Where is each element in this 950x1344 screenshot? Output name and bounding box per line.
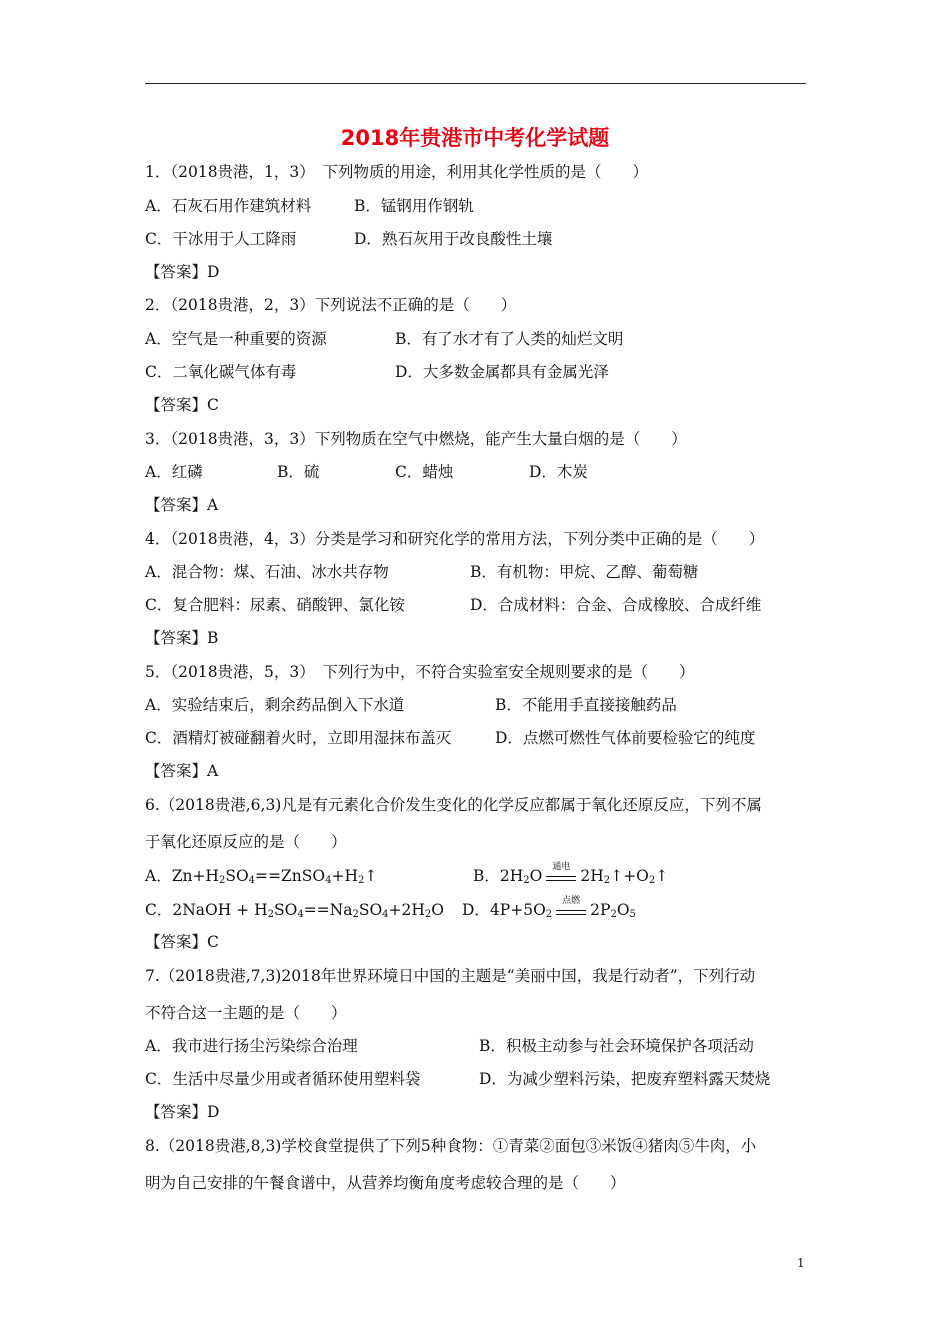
q3-answer: 【答案】A: [145, 496, 219, 514]
q1-options-row2: [145, 229, 806, 249]
page-title: 2018年贵港市中考化学试题: [340, 126, 610, 150]
q1-option-b: B．锰钢用作钢轨: [354, 197, 474, 215]
q3-option-a: A．红磷: [145, 463, 203, 481]
q4-option-a: A．混合物：煤、石油、冰水共存物: [145, 563, 389, 581]
q5-stem: 5．（2018贵港，5，3） 下列行为中，不符合实验室安全规则要求的是（ ）: [145, 663, 695, 681]
q4-answer: 【答案】B: [145, 629, 219, 647]
q2-option-c: C．二氧化碳气体有毒: [145, 363, 297, 381]
q7-option-a: A．我市进行扬尘污染综合治理: [145, 1037, 358, 1055]
q2-option-d: D．大多数金属都具有金属光泽: [395, 363, 609, 381]
q6-b-condition: 通电: [546, 866, 576, 881]
q7-options-row1: [145, 1036, 806, 1056]
q4-options-row1: [145, 562, 806, 582]
q7-option-b: B．积极主动参与社会环境保护各项活动: [479, 1037, 754, 1055]
q6-options-row1: [145, 862, 806, 891]
q6-d-condition: 点燃: [556, 900, 586, 915]
q5-option-c: C．酒精灯被碰翻着火时，立即用湿抹布盖灭: [145, 729, 452, 747]
q2-options-row2: [145, 362, 806, 382]
q5-option-b: B．不能用手直接接触药品: [495, 696, 677, 714]
q6-answer: 【答案】C: [145, 933, 219, 951]
q5-option-d: D．点燃可燃性气体前要检验它的纯度: [495, 729, 756, 747]
q6-option-d: D．$4P+5O_2$ 点燃 $2P_2O_5$: [462, 896, 636, 920]
q8-stem-line1: 8.（2018贵港,8,3)学校食堂提供了下列5种食物：①青菜②面包③米饭④猪肉⑤牛肉，小: [145, 1137, 757, 1155]
q1-answer: 【答案】D: [145, 263, 220, 281]
q7-option-c: C．生活中尽量少用或者循环使用塑料袋: [145, 1070, 421, 1088]
q6-stem-line2: 于氧化还原反应的是（ ）: [145, 833, 347, 851]
q7-stem-line1: 7.（2018贵港,7,3)2018年世界环境日中国的主题是“美丽中国，我是行动者”，下列行动: [145, 967, 756, 985]
q2-options-row1: [145, 329, 806, 349]
q3-stem: 3．（2018贵港，3，3）下列物质在空气中燃烧，能产生大量白烟的是（ ）: [145, 430, 687, 448]
q6-options-row2: [145, 896, 806, 925]
q3-options-row: [145, 462, 806, 482]
header-rule: [145, 83, 806, 84]
q6-option-b: B．$2H_2O$ 通电 $2H_2↑+O_2↑$: [473, 862, 669, 886]
q1-option-d: D．熟石灰用于改良酸性土壤: [354, 230, 553, 248]
q8-stem-line2: 明为自己安排的午餐食谱中，从营养均衡角度考虑较合理的是（ ）: [145, 1174, 626, 1192]
q3-option-c: C．蜡烛: [395, 463, 454, 481]
q1-stem: 1．（2018贵港，1，3） 下列物质的用途，利用其化学性质的是（ ）: [145, 163, 649, 181]
q2-option-b: B．有了水才有了人类的灿烂文明: [395, 330, 624, 348]
q1-option-c: C．干冰用于人工降雨: [145, 230, 297, 248]
q2-option-a: A．空气是一种重要的资源: [145, 330, 327, 348]
q2-stem: 2．（2018贵港，2，3）下列说法不正确的是（ ）: [145, 296, 517, 314]
q6-option-c: C．2NaOH + $H_2SO_4==Na_2SO_4+2H_2O$: [145, 901, 445, 920]
page-number: 1: [797, 1256, 805, 1270]
q5-option-a: A．实验结束后，剩余药品倒入下水道: [145, 696, 405, 714]
q3-option-b: B．硫: [277, 463, 320, 481]
q5-options-row1: [145, 695, 806, 715]
q4-stem: 4．（2018贵港，4，3）分类是学习和研究化学的常用方法，下列分类中正确的是（ ）: [145, 530, 765, 548]
q7-stem-line2: 不符合这一主题的是（ ）: [145, 1004, 347, 1022]
q6-option-a: A．$Zn+H_2SO_4==ZnSO_4+H_2↑$: [145, 867, 378, 886]
q4-option-d: D．合成材料：合金、合成橡胶、合成纤维: [470, 596, 762, 614]
q1-option-a: A．石灰石用作建筑材料: [145, 197, 312, 215]
q4-options-row2: [145, 595, 806, 615]
q4-option-c: C．复合肥料：尿素、硝酸钾、氯化铵: [145, 596, 405, 614]
q5-answer: 【答案】A: [145, 762, 219, 780]
q4-option-b: B．有机物：甲烷、乙醇、葡萄糖: [470, 563, 699, 581]
q3-option-d: D．木炭: [529, 463, 588, 481]
q7-options-row2: [145, 1069, 806, 1089]
q7-option-d: D．为减少塑料污染，把废弃塑料露天焚烧: [479, 1070, 771, 1088]
q5-options-row2: [145, 728, 806, 748]
q7-answer: 【答案】D: [145, 1103, 220, 1121]
q6-stem-line1: 6.（2018贵港,6,3)凡是有元素化合价发生变化的化学反应都属于氧化还原反应，下列不属: [145, 796, 762, 814]
q2-answer: 【答案】C: [145, 396, 219, 414]
q1-options-row1: [145, 196, 806, 216]
